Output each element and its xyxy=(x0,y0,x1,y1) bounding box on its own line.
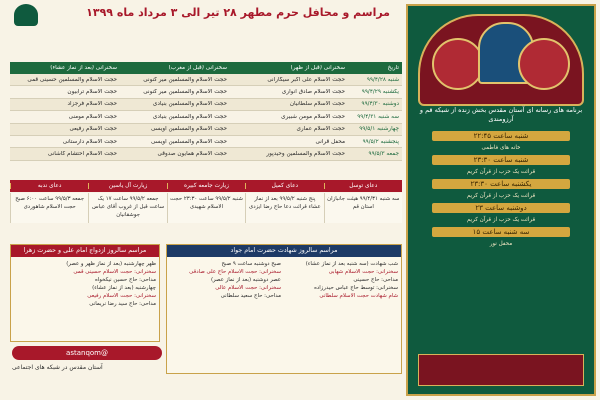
table-row xyxy=(10,136,402,148)
table-cell: محفل قرآنی xyxy=(315,138,345,145)
dua-cell: سه شنبه ۹۹/۴/۳۱ هیئت جانبازان استان قم xyxy=(324,193,402,223)
dua-headers xyxy=(10,180,402,192)
column-header: سخنرانی (قبل از مغرب) xyxy=(168,65,227,71)
logo-icon xyxy=(14,4,38,26)
box-line: مداحی: حاج حسین نیکخواه xyxy=(94,277,156,283)
dua-header: زیارت جامعه کبیره xyxy=(167,183,245,189)
table-cell: حجت الاسلام علی اکبر سیگارانی xyxy=(267,76,345,83)
medallion-icon xyxy=(432,38,484,90)
table-cell: حجت الاسلام سلطانیان xyxy=(289,101,345,108)
table-cell: چهارشنبه ۹۹/۵/۱ xyxy=(359,126,399,133)
program-time: یکشنبه ساعت ۲۳:۳۰ xyxy=(432,179,570,189)
table-cell: حجت الاسلام والمسلمین اویسی xyxy=(150,138,227,145)
box-title: مراسم سالروز شهادت حضرت امام جواد xyxy=(167,245,401,257)
program-desc: خانه های فاطمی xyxy=(481,145,521,151)
box-line: مداحی: حاج سید رضا نریمانی xyxy=(89,301,156,307)
table-cell: حجت الاسلام ترابیون xyxy=(67,89,117,96)
box-title: مراسم سالروز ازدواج امام علی و حضرت زهرا xyxy=(11,245,159,257)
table-cell: حجت الاسلام احتشام کاشانی xyxy=(47,151,117,158)
shrine-arch-emblem xyxy=(418,14,584,106)
social-note: آستان مقدس در شبکه های اجتماعی xyxy=(12,364,103,371)
box-line: سخنرانی: توسط حاج عباس حیدرزاده xyxy=(314,285,398,291)
program-desc: قرائت یک حزب از قرآن کریم xyxy=(466,193,536,199)
program-desc: قرائت یک حزب از قرآن کریم xyxy=(466,169,536,175)
table-cell: حجت الاسلام همایون صدوقی xyxy=(157,151,227,158)
box-columns xyxy=(170,260,398,300)
table-cell: حجت الاسلام مومنی xyxy=(68,113,117,120)
box-line: صبح دوشنبه ساعت ۹ صبح xyxy=(221,261,281,267)
box-line: سخنرانی: حجت الاسلام رفیعی xyxy=(87,293,156,299)
table-cell: شنبه ۹۹/۴/۲۸ xyxy=(366,76,399,83)
dua-header: زیارت آل یاسین xyxy=(88,183,166,189)
table-cell: حجت الاسلام والمسلمین وحیدپور xyxy=(266,151,345,158)
table-cell: حجت الاسلام والمسلمین میر کنونی xyxy=(143,89,227,96)
table-header xyxy=(10,62,402,74)
box-line: سخنرانی: حجت الاسلام حسینی قمی xyxy=(73,269,156,275)
box-column xyxy=(287,260,398,300)
table-cell: حجت الاسلام والمسلمین بنیادی xyxy=(152,113,227,120)
schedule-table xyxy=(10,62,402,161)
program-time: سه شنبه ساعت ۱۵ xyxy=(432,227,570,237)
table-cell: حجت الاسلام والمسلمین بنیادی xyxy=(152,101,227,108)
column-header: سخنرانی (قبل از ظهر) xyxy=(290,65,345,71)
program-desc: محفل نور xyxy=(489,241,513,247)
program-time: شنبه ساعت ۲۳:۳۰ xyxy=(432,155,570,165)
box-line: شب شهادت (سه شنبه بعد از نماز عشاء) xyxy=(305,261,398,267)
table-cell: حجت الاسلام صادق انواری xyxy=(281,89,345,96)
box-line: مداحی: حاج حسینی xyxy=(353,277,398,283)
table-row xyxy=(10,111,402,123)
table-row xyxy=(10,74,402,86)
table-cell: پنجشنبه ۹۹/۵/۲ xyxy=(362,138,399,145)
table-row xyxy=(10,99,402,111)
box-line: سخنرانی: حجت الاسلام شهابی xyxy=(328,269,398,275)
right-panel xyxy=(406,4,596,396)
right-panel-intro: برنامه های رسانه ای آستان مقدس بخش زنده از شبکه قم و آرزومندی xyxy=(419,106,583,123)
table-cell: حجت الاسلام عماری xyxy=(296,126,345,133)
box-line: چهارشنبه (بعد از نماز عشاء) xyxy=(92,285,156,291)
box-line: ظهر چهارشنبه (بعد از نماز ظهر و عصر) xyxy=(66,261,156,267)
column-header: سخنرانی (بعد از نماز عشاء) xyxy=(50,65,117,71)
program-time: شنبه ساعت ۲۲:۴۵ xyxy=(432,131,570,141)
dua-details xyxy=(10,193,402,223)
box-column xyxy=(170,260,281,300)
table-cell: حجت الاسلام دارستانی xyxy=(62,138,117,145)
program-desc: قرائت یک حزب از قرآن کریم xyxy=(466,217,536,223)
table-cell: حجت الاسلام رفیعی xyxy=(69,126,117,133)
box-line: عصر دوشنبه (بعد از نماز عصر) xyxy=(210,277,281,283)
table-cell: حجت الاسلام فرجزاد xyxy=(67,101,117,108)
medallion-icon xyxy=(518,38,570,90)
table-cell: سه شنبه ۹۹/۴/۳۱ xyxy=(357,113,399,120)
table-row xyxy=(10,86,402,98)
table-cell: دوشنبه ۹۹/۴/۳۰ xyxy=(361,101,399,108)
box-line: سخنرانی: حجت الاسلام عالی xyxy=(215,285,281,291)
dua-cell: جمعه ۹۹/۵/۲ ساعت ۱۷ یک ساعت قبل از غروب آقای عباس جوشقانیان xyxy=(88,193,166,223)
table-cell: حجت الاسلام والمسلمین میر کنونی xyxy=(143,76,227,83)
table-cell: حجت الاسلام والمسلمین حسینی قمی xyxy=(27,76,117,83)
page-title: مراسم و محافل حرم مطهر ۲۸ تیر الی ۳ مرداد ماه ۱۳۹۹ xyxy=(86,6,390,19)
dua-header: دعای ندبه xyxy=(10,183,88,189)
martyrdom-box xyxy=(166,244,402,374)
dua-header: دعای کمیل xyxy=(245,183,323,189)
table-cell: حجت الاسلام مومن شبیری xyxy=(281,113,345,120)
social-handle-badge[interactable]: @astanqom xyxy=(12,346,162,360)
box-line: سخنرانی: حجت الاسلام حاج علی صادقی xyxy=(189,269,281,275)
right-panel-list xyxy=(416,128,586,248)
column-header: تاریخ xyxy=(387,65,399,71)
table-cell: جمعه ۹۹/۵/۳ xyxy=(368,151,399,158)
dua-header: دعای توسل xyxy=(324,183,402,189)
dua-cell: پنج شنبه ۹۹/۵/۲ بعد از نماز عشاء قرائت دعا حاج رضا ایزدی xyxy=(245,193,323,223)
table-row xyxy=(10,124,402,136)
table-row xyxy=(10,148,402,160)
dua-cell: جمعه ۹۹/۵/۳ ساعت ۶:۰۰ صبح حجت الاسلام شاهوردی xyxy=(10,193,88,223)
ornament-footer xyxy=(418,354,584,386)
dua-cell: شنبه ۹۹/۵/۲ ساعت ۲۳:۳۰ حجت الاسلام شهیدی xyxy=(167,193,245,223)
program-time: دوشنبه ساعت ۲۳ xyxy=(432,203,570,213)
table-cell: حجت الاسلام والمسلمین اویسی xyxy=(150,126,227,133)
wedding-anniversary-box xyxy=(10,244,160,342)
box-line: شام شهادت حجت الاسلام سلطانی xyxy=(319,293,398,299)
table-cell: یکشنبه ۹۹/۴/۲۹ xyxy=(361,89,399,96)
box-line: مداحی: حاج سعید سلطانی xyxy=(220,293,281,299)
